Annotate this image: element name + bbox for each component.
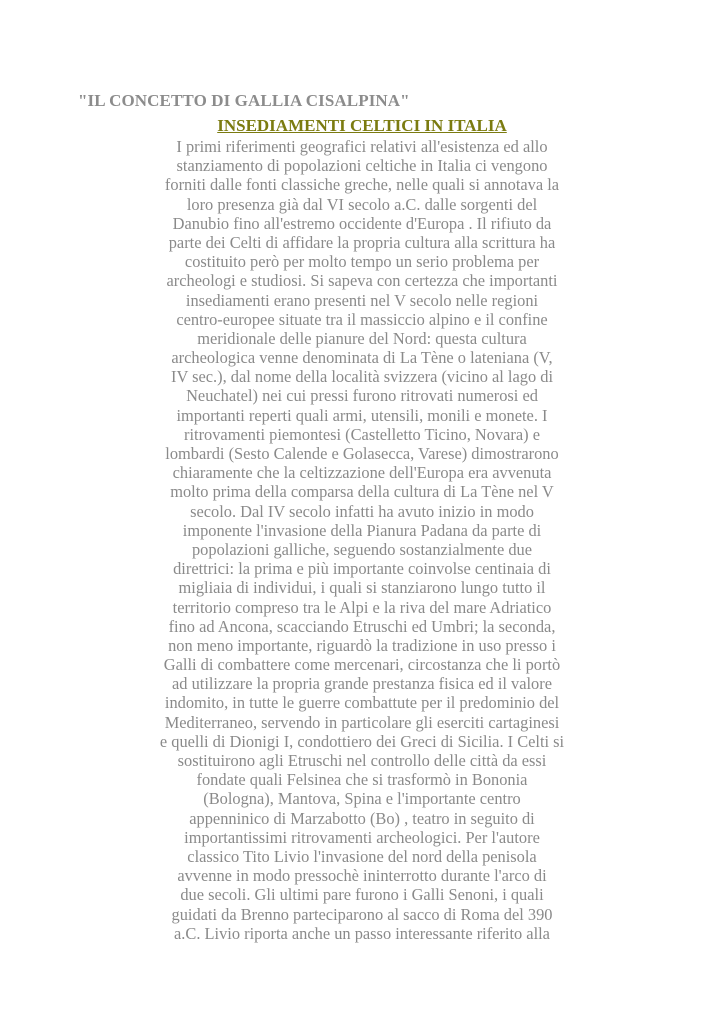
paragraph-line: Danubio fino all'estremo occidente d'Europa . Il rifiuto da xyxy=(172,213,552,233)
paragraph-line: due secoli. Gli ultimi pare furono i Galli Senoni, i quali xyxy=(180,885,544,905)
paragraph-line: I primi riferimenti geografici relativi all'esistenza ed allo xyxy=(176,137,548,156)
paragraph-line: guidati da Brenno parteciparono al sacco di Roma del 390 xyxy=(171,904,553,924)
paragraph-line: fino ad Ancona, scacciando Etruschi ed Umbri; la seconda, xyxy=(168,616,556,636)
paragraph-line: archeologi e studiosi. Si sapeva con certezza che importanti xyxy=(166,271,558,291)
paragraph-line: ritrovamenti piemontesi (Castelletto Ticino, Novara) e xyxy=(184,424,540,444)
paragraph-line: costituito però per molto tempo un serio problema per xyxy=(184,252,540,272)
paragraph-line: lombardi (Sesto Calende e Golasecca, Varese) dimostrarono xyxy=(165,444,559,463)
paragraph-line: sostituirono agli Etruschi nel controllo delle città da essi xyxy=(177,751,547,770)
paragraph-line: a.C. Livio riporta anche un passo interessante riferito alla xyxy=(174,923,550,943)
paragraph-line: Galli di combattere come mercenari, circostanza che li portò xyxy=(163,655,561,675)
paragraph-line: avvenne in modo pressochè ininterrotto durante l'arco di xyxy=(177,866,547,886)
paragraph-line: non meno importante, riguardò la tradizione in uso presso i xyxy=(168,635,556,655)
paragraph-line: forniti dalle fonti classiche greche, nelle quali si annotava la xyxy=(164,175,560,195)
paragraph-line: chiaramente che la celtizzazione dell'Europa era avvenuta xyxy=(172,463,552,483)
paragraph-line: meridionale delle pianure del Nord: questa cultura xyxy=(197,328,527,348)
paragraph-line: insediamenti erano presenti nel V secolo nelle regioni xyxy=(185,290,539,310)
paragraph-line: Mediterraneo, servendo in particolare gli eserciti cartaginesi xyxy=(164,712,560,732)
paragraph-line: direttrici: la prima e più importante coinvolse centinaia di xyxy=(173,559,551,579)
paragraph-line: importantissimi ritrovamenti archeologici. Per l'autore xyxy=(184,827,540,847)
paragraph-line: (Bologna), Mantova, Spina e l'importante centro xyxy=(203,789,521,809)
paragraph-line: classico Tito Livio l'invasione del nord della penisola xyxy=(187,846,537,866)
paragraph-line: indomito, in tutte le guerre combattute per il predominio del xyxy=(164,693,560,713)
paragraph-line: stanziamento di popolazioni celtiche in Italia ci vengono xyxy=(176,156,548,176)
paragraph-line: e quelli di Dionigi I, condottiero dei Greci di Sicilia. I Celti si xyxy=(159,731,565,751)
paragraph-line: imponente l'invasione della Pianura Padana da parte di xyxy=(182,520,542,540)
paragraph-line: ad utilizzare la propria grande prestanza fisica ed il valore xyxy=(172,674,552,694)
paragraph-line: popolazioni galliche, seguendo sostanzialmente due xyxy=(191,539,532,559)
paragraph-line: parte dei Celti di affidare la propria cultura alla scrittura ha xyxy=(168,232,556,252)
document-title: "IL CONCETTO DI GALLIA CISALPINA" xyxy=(78,91,410,110)
body-text xyxy=(0,137,724,943)
paragraph-line: fondate quali Felsinea che si trasformò in Bononia xyxy=(196,770,528,790)
paragraph-line: archeologica venne denominata di La Tène o lateniana (V, xyxy=(171,348,553,368)
paragraph-line: Neuchatel) nei cui pressi furono ritrovati numerosi ed xyxy=(186,386,538,406)
paragraph-line: importanti reperti quali armi, utensili, monili e monete. I xyxy=(176,405,548,425)
paragraph-line: centro-europee situate tra il massiccio alpino e il confine xyxy=(176,309,548,329)
paragraph-line: loro presenza già dal VI secolo a.C. dalle sorgenti del xyxy=(186,194,538,214)
paragraph-line: territorio compreso tra le Alpi e la riva del mare Adriatico xyxy=(172,597,552,617)
section-heading: INSEDIAMENTI CELTICI IN ITALIA xyxy=(217,116,507,135)
paragraph-line: secolo. Dal IV secolo infatti ha avuto inizio in modo xyxy=(190,501,534,521)
paragraph-line: IV sec.), dal nome della località svizzera (vicino al lago di xyxy=(171,367,553,387)
paragraph-line: molto prima della comparsa della cultura di La Tène nel V xyxy=(170,482,554,502)
paragraph-line: appenninico di Marzabotto (Bo) , teatro in seguito di xyxy=(189,808,535,828)
paragraph-line: migliaia di individui, i quali si stanziarono lungo tutto il xyxy=(178,578,546,598)
